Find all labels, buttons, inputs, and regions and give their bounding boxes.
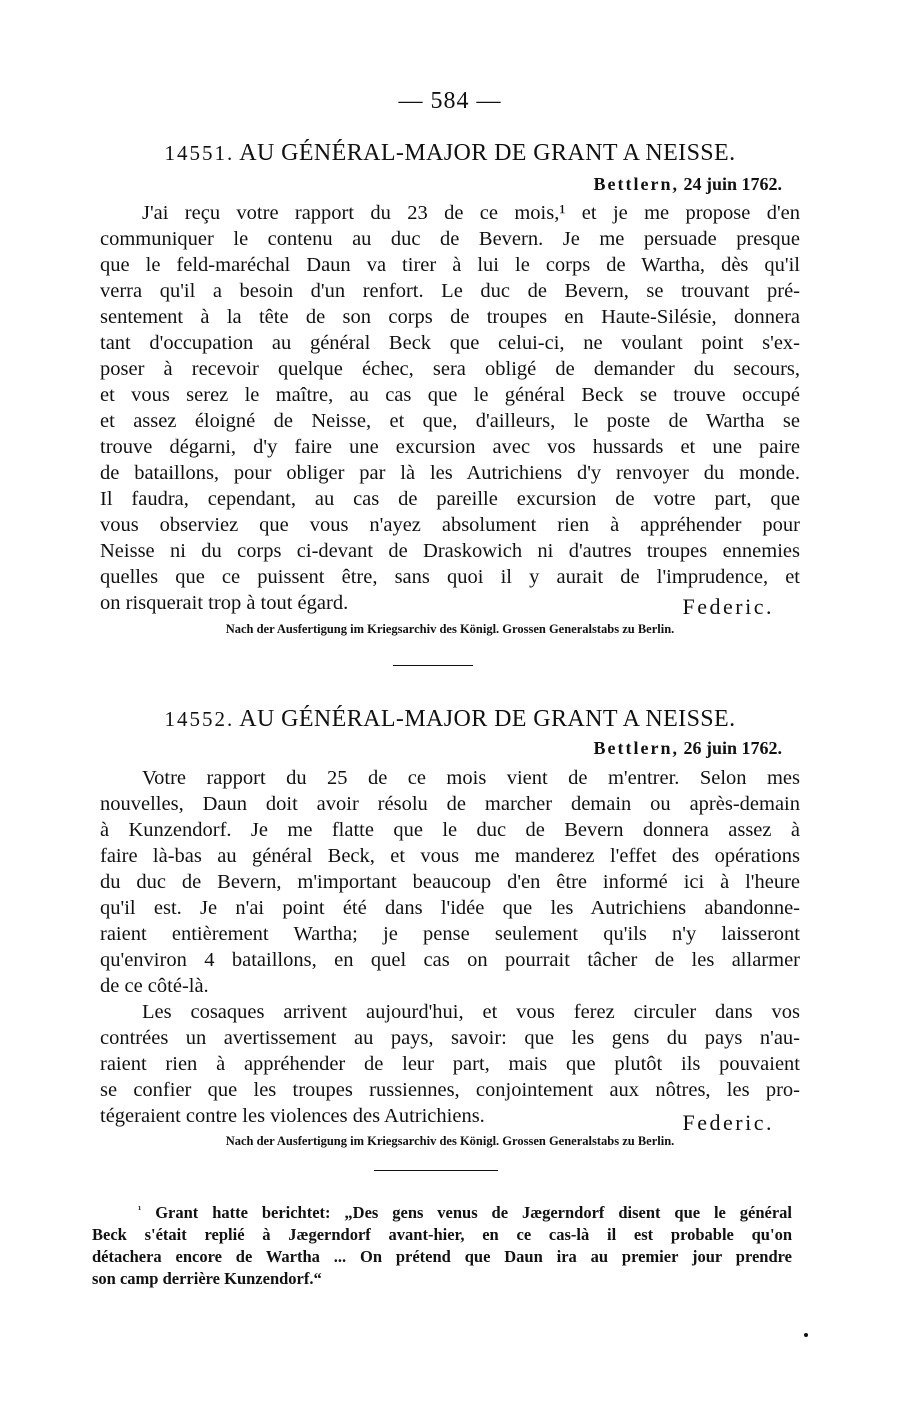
page-number-value: 584 bbox=[430, 88, 470, 114]
text-line: poser à recevoir quelque échec, sera obligé de demander du secours, bbox=[100, 358, 800, 380]
text-line: Neisse ni du corps ci-devant de Draskowich ni d'autres troupes ennemies bbox=[100, 540, 800, 562]
letter-place: Bettlern, bbox=[593, 174, 679, 194]
footnote-text: Grant hatte berichtet: „Des gens venus de Jægerndorf disent que le général bbox=[155, 1203, 792, 1222]
text-line: Votre rapport du 25 de ce mois vient de m'entrer. Selon mes bbox=[142, 767, 800, 789]
letter-date: 24 juin 1762. bbox=[683, 174, 782, 194]
letter-source-note: Nach der Ausfertigung im Kriegsarchiv des Königl. Grossen Generalstabs zu Berlin. bbox=[225, 1134, 675, 1148]
text-line: tant d'occupation au général Beck que celui-ci, ne voulant point s'ex- bbox=[100, 332, 800, 354]
text-line: à Kunzendorf. Je me flatte que le duc de Bevern donnera assez à bbox=[100, 819, 800, 841]
print-speck bbox=[804, 1333, 808, 1337]
letter-source-note: Nach der Ausfertigung im Kriegsarchiv des Königl. Grossen Generalstabs zu Berlin. bbox=[225, 622, 675, 636]
letter-heading bbox=[100, 706, 800, 733]
text-line: on risquerait trop à tout égard. bbox=[100, 592, 349, 614]
text-line: nouvelles, Daun doit avoir résolu de marcher demain ou après-demain bbox=[100, 793, 800, 815]
footnote-line: son camp derrière Kunzendorf.“ bbox=[92, 1269, 322, 1288]
letter-signature: Federic. bbox=[682, 1110, 774, 1135]
text-line: se confier que les troupes russiennes, conjointement aux nôtres, les pro- bbox=[100, 1079, 800, 1101]
text-line: raient rien à appréhender de leur part, mais que plutôt ils pouvaient bbox=[100, 1053, 800, 1075]
text-line: que le feld-maréchal Daun va tirer à lui le corps de Wartha, dès qu'il bbox=[100, 254, 800, 276]
footnote-marker: ¹ bbox=[138, 1204, 142, 1216]
page-number: — 584 — bbox=[398, 88, 502, 114]
letter-number: 14552. bbox=[164, 707, 235, 731]
footnote-line bbox=[92, 1202, 792, 1224]
text-line: du duc de Bevern, m'important beaucoup d'en être informé ici à l'heure bbox=[100, 871, 800, 893]
text-line: trouve dégarni, d'y faire une excursion avec vos hussards et une paire bbox=[100, 436, 800, 458]
footnote bbox=[92, 1202, 792, 1290]
letter-title: AU GÉNÉRAL-MAJOR DE GRANT A NEISSE. bbox=[239, 706, 736, 732]
letter-date: 26 juin 1762. bbox=[683, 738, 782, 758]
footnote-line: Beck s'était replié à Jægerndorf avant-hier, en ce cas-là il est probable qu'on bbox=[92, 1225, 792, 1244]
text-line: et assez éloigné de Neisse, et que, d'ailleurs, le poste de Wartha se bbox=[100, 410, 800, 432]
text-line: qu'il est. Je n'ai point été dans l'idée que les Autrichiens abandonne- bbox=[100, 897, 800, 919]
text-line: contrées un avertissement au pays, savoir: que les gens du pays n'au- bbox=[100, 1027, 800, 1049]
text-line: sentement à la tête de son corps de troupes en Haute-Silésie, donnera bbox=[100, 306, 800, 328]
letter-body bbox=[100, 200, 800, 616]
text-line: communiquer le contenu au duc de Bevern. Je me persuade presque bbox=[100, 228, 800, 250]
text-line: vous observiez que vous n'ayez absolument rien à appréhender pour bbox=[100, 514, 800, 536]
separator-rule bbox=[393, 665, 473, 666]
text-line: Il faudra, cependant, au cas de pareille excursion de votre part, que bbox=[100, 488, 800, 510]
letter-place-date bbox=[593, 174, 782, 195]
text-line: Les cosaques arrivent aujourd'hui, et vous ferez circuler dans vos bbox=[142, 1001, 800, 1023]
text-line: raient entièrement Wartha; je pense seulement qu'ils n'y laisseront bbox=[100, 923, 800, 945]
letter-title: AU GÉNÉRAL-MAJOR DE GRANT A NEISSE. bbox=[239, 140, 736, 166]
text-line: J'ai reçu votre rapport du 23 de ce mois,¹ et je me propose d'en bbox=[142, 202, 800, 224]
footnote-rule bbox=[374, 1170, 498, 1171]
text-line: faire là-bas au général Beck, et vous me manderez l'effet des opérations bbox=[100, 845, 800, 867]
letter-body bbox=[100, 765, 800, 1129]
footnote-line: détachera encore de Wartha ... On prétend que Daun ira au premier jour prendre bbox=[92, 1247, 792, 1266]
text-line: de bataillons, pour obliger par là les Autrichiens d'y renvoyer du monde. bbox=[100, 462, 800, 484]
text-line: quelles que ce puissent être, sans quoi il y aurait de l'imprudence, et bbox=[100, 566, 800, 588]
letter-signature: Federic. bbox=[682, 594, 774, 619]
text-line: qu'environ 4 bataillons, en quel cas on pourrait tâcher de les allarmer bbox=[100, 949, 800, 971]
letter-place-date bbox=[593, 738, 782, 759]
text-line: et vous serez le maître, au cas que le général Beck se trouve occupé bbox=[100, 384, 800, 406]
text-line: verra qu'il a besoin d'un renfort. Le duc de Bevern, se trouvant pré- bbox=[100, 280, 800, 302]
letter-heading bbox=[100, 140, 800, 167]
text-line: tégeraient contre les violences des Autrichiens. bbox=[100, 1105, 485, 1127]
letter-place: Bettlern, bbox=[593, 738, 679, 758]
text-line: de ce côté-là. bbox=[100, 975, 209, 997]
letter-number: 14551. bbox=[164, 141, 235, 165]
